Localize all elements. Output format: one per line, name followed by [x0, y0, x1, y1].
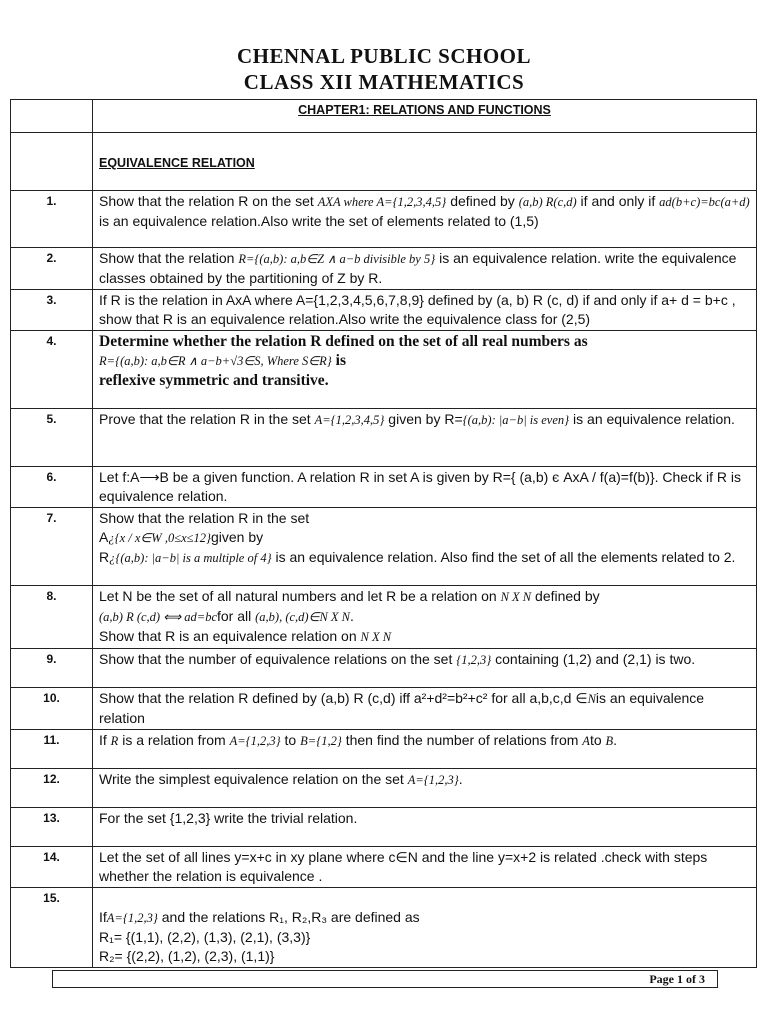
table-row: [11, 409, 757, 467]
table-row: [11, 133, 757, 191]
question-text: Let f:A⟶B be a given function. A relation R in set A is given by R={ (a,b) є AxA / f(a)=f(b)}. Check if R is equivalence relation.: [93, 467, 757, 508]
question-text: Show that the relation R={(a,b): a,b∈Z ∧ a−b divisible by 5} is an equivalence relation. write the equivalence classes obtained by the partitioning of Z by R.: [93, 248, 757, 290]
question-text: Show that the relation R on the set AXA where A={1,2,3,4,5} defined by (a,b) R(c,d) if and only if ad(b+c)=bc(a+d) is an equivalence relation.Also write the set of elements related to (1,5): [93, 191, 757, 248]
table-row: [11, 888, 757, 968]
page-number: Page 1 of 3: [649, 972, 705, 986]
question-number: 10.: [11, 688, 93, 730]
question-number: 9.: [11, 649, 93, 688]
question-number: 13.: [11, 808, 93, 847]
question-text: Let the set of all lines y=x+c in xy plane where c∈N and the line y=x+2 is related .check with steps whether the relation is equivalence .: [93, 847, 757, 888]
question-number: 5.: [11, 409, 93, 467]
question-text: Show that the relation R defined by (a,b) R (c,d) iff a²+d²=b²+c² for all a,b,c,d ∈Nis an equivalence relation: [93, 688, 757, 730]
table-row: [11, 508, 757, 586]
table-row: [11, 467, 757, 508]
question-number: 14.: [11, 847, 93, 888]
chapter-title: CHAPTER1: RELATIONS AND FUNCTIONS: [93, 100, 757, 133]
question-text: If R is the relation in AxA where A={1,2,3,4,5,6,7,8,9} defined by (a, b) R (c, d) if and only if a+ d = b+c , show that R is an equivalence relation.Also write the equivalence class for (2,5): [93, 290, 757, 331]
question-number: 8.: [11, 586, 93, 649]
table-row: [11, 730, 757, 769]
question-text: Determine whether the relation R defined on the set of all real numbers as R={(a,b): a,b∈R ∧ a−b+√3∈S, Where S∈R} is reflexive symmetric and transitive.: [93, 331, 757, 409]
table-row: [11, 769, 757, 808]
table-row: [11, 586, 757, 649]
question-text: IfA={1,2,3} and the relations R₁, R₂,R₃ are defined as R₁= {(1,1), (2,2), (1,3), (2,1), (3,3)} R₂= {(2,2), (1,2), (2,3), (1,1)}: [93, 888, 757, 968]
table-row: [11, 808, 757, 847]
question-text: Show that the number of equivalence relations on the set {1,2,3} containing (1,2) and (2,1) is two.: [93, 649, 757, 688]
section-title: EQUIVALENCE RELATION: [93, 133, 757, 191]
question-text: Prove that the relation R in the set A={1,2,3,4,5} given by R={(a,b): |a−b| is even} is an equivalence relation.: [93, 409, 757, 467]
empty-cell: [11, 100, 93, 133]
table-row: [11, 191, 757, 248]
question-text: If R is a relation from A={1,2,3} to B={1,2} then find the number of relations from Ato B.: [93, 730, 757, 769]
question-number: 1.: [11, 191, 93, 248]
question-number: 15.: [11, 888, 93, 968]
table-row: [11, 331, 757, 409]
question-number: 3.: [11, 290, 93, 331]
question-number: 12.: [11, 769, 93, 808]
table-row: [11, 847, 757, 888]
school-name: CHENNAL PUBLIC SCHOOL: [236, 44, 532, 68]
empty-cell: [11, 133, 93, 191]
question-text: Let N be the set of all natural numbers and let R be a relation on N X N defined by (a,b) R (c,d) ⟺ ad=bcfor all (a,b), (c,d)∈N X N. Show that R is an equivalence relation on N X N: [93, 586, 757, 649]
table-row: [11, 248, 757, 290]
question-number: 2.: [11, 248, 93, 290]
question-text: Write the simplest equivalence relation on the set A={1,2,3}.: [93, 769, 757, 808]
table-row: [11, 688, 757, 730]
questions-table: [10, 99, 757, 968]
question-number: 7.: [11, 508, 93, 586]
table-row: [11, 290, 757, 331]
question-number: 4.: [11, 331, 93, 409]
question-number: 11.: [11, 730, 93, 769]
table-row: [11, 649, 757, 688]
question-text: Show that the relation R in the set A¿{x / x∈W ,0≤x≤12}given by R¿{(a,b): |a−b| is a multiple of 4} is an equivalence relation. Also find the set of all the elements related to 2.: [93, 508, 757, 586]
table-row: [11, 100, 757, 133]
page-footer: [52, 970, 718, 988]
question-number: 6.: [11, 467, 93, 508]
class-title: CLASS XII MATHEMATICS: [243, 70, 525, 94]
question-text: For the set {1,2,3} write the trivial relation.: [93, 808, 757, 847]
